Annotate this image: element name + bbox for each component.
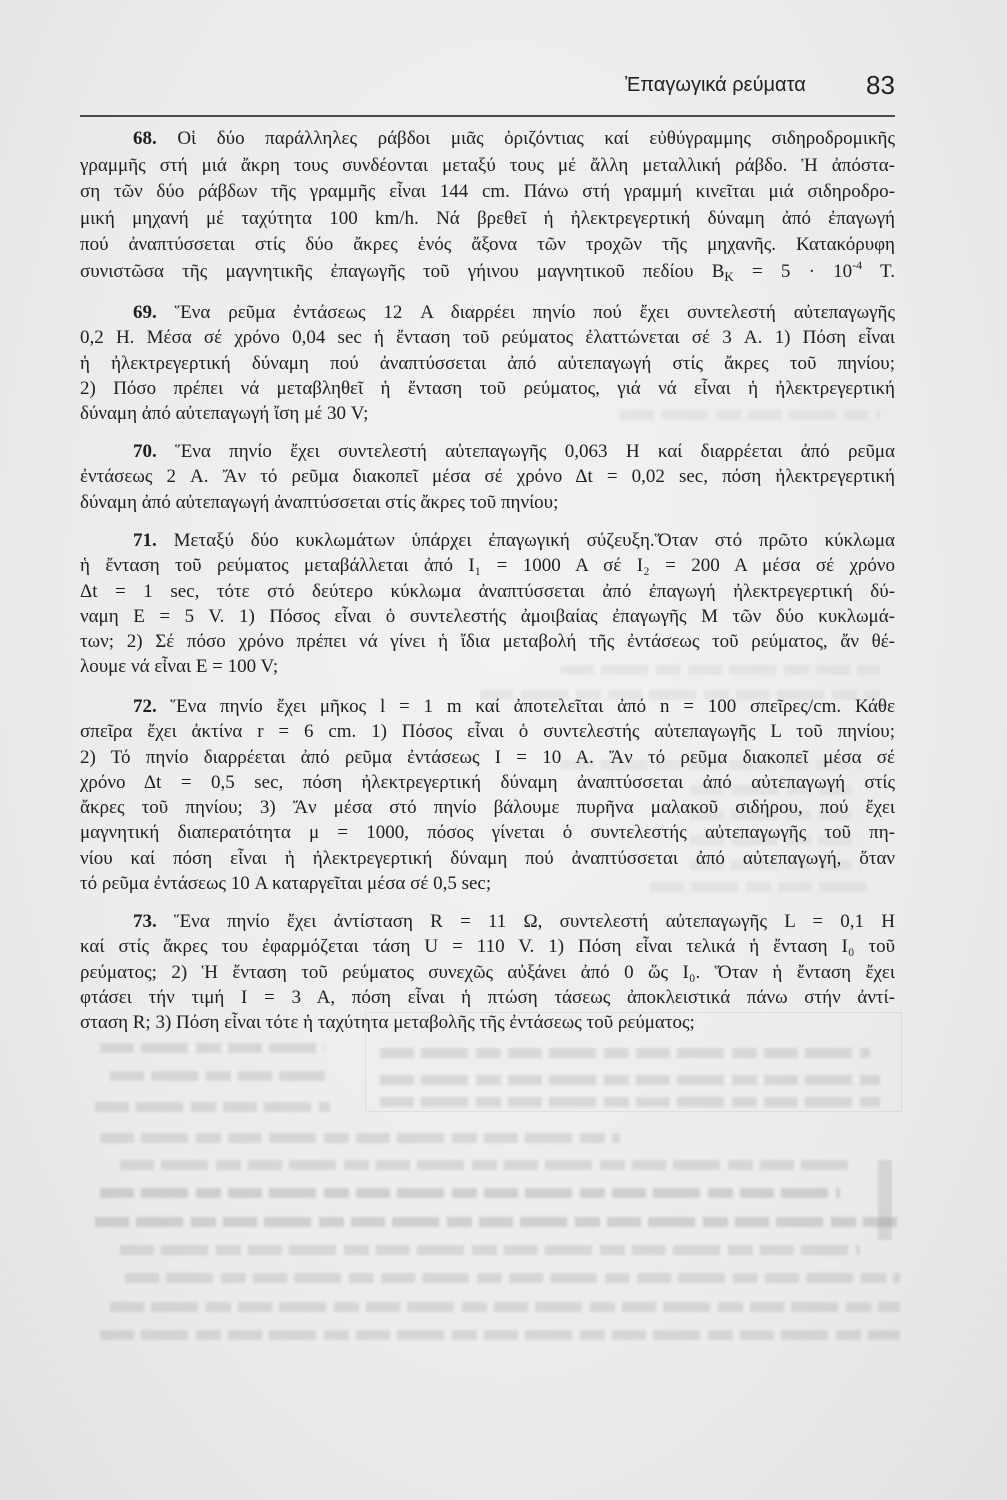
text-line: μαγνητική διαπερατότητα μ = 1000, πόσος γίνεται ὁ συντελεστής αὐτεπαγωγῆς τοῦ πη- xyxy=(80,822,895,844)
text-line: γραμμῆς στή μιά ἄκρη τους συνδέονται μεταξύ τους μέ ἄλλη μεταλλική ράβδο. Ἡ ἀπόστα- xyxy=(80,154,895,176)
problem-number: 72. xyxy=(133,696,157,717)
bleed-through-mark xyxy=(95,1217,900,1227)
text-line: ναμη E = 5 V. 1) Πόσος εἶναι ὁ συντελεστής ἀμοιβαίας ἐπαγωγῆς M τῶν δύο κυκλωμά- xyxy=(80,605,895,627)
line-text: Ἕνα πηνίο ἔχει συντελεστή αὐτεπαγωγῆς 0,063 H καί διαρρέεται ἀπό ρεῦμα xyxy=(175,441,896,462)
text-line: χρόνο Δt = 0,5 sec, πόση ἠλεκτρεγερτική δύναμη ἀναπτύσσεται ἀπό αὐτεπαγωγή στίς xyxy=(80,771,895,793)
line-text: = 5 · 10 xyxy=(733,260,853,282)
line-text: Οἱ δύο παράλληλες ράβδοι μιᾶς ὁριζόντιας καί εὐθύγραμμης σιδηροδρομικῆς xyxy=(177,128,895,149)
line-text: Μεταξύ δύο κυκλωμάτων ὑπάρχει ἐπαγωγική σύζευξη.Ὅταν στό πρῶτο κύκλωμα xyxy=(173,530,895,551)
bleed-through-mark xyxy=(380,1075,880,1085)
bleed-through-mark xyxy=(110,1071,325,1081)
problem-number: 69. xyxy=(133,302,157,323)
text-line: καί στίς ἄκρες του ἐφαρμόζεται τάση U = 110 V. 1) Πόση εἶναι τελικά ἡ ἔνταση I₀ τοῦ xyxy=(80,936,895,958)
text-line xyxy=(133,439,895,464)
bleed-through-mark xyxy=(100,1043,325,1053)
text-line: 2) Τό πηνίο διαρρέεται ἀπό ρεῦμα ἐντάσεως I = 10 A. Ἄν τό ρεῦμα διακοπεῖ μέσα σέ xyxy=(80,746,895,768)
bleed-through-mark xyxy=(95,1102,330,1112)
superscript: -4 xyxy=(852,257,863,272)
problem-number: 68. xyxy=(133,128,157,149)
text-line: μική μηχανή μέ ταχύτητα 100 km/h. Νά βρεθεῖ ἡ ἠλεκτρεγερτική δύναμη ἀπό ἐπαγωγή xyxy=(80,207,895,229)
text-line: Δt = 1 sec, τότε στό δεύτερο κύκλωμα ἀναπτύσσεται ἀπό ἐπαγωγή ἠλεκτρεγερτική δύ- xyxy=(80,580,895,602)
line-text: συνιστῶσα τῆς μαγνητικῆς ἐπαγωγῆς τοῦ γήινου μαγνητικοῦ πεδίου B xyxy=(80,260,725,282)
text-line: λουμε νά εἶναι E = 100 V; xyxy=(80,656,279,678)
line-text: T. xyxy=(862,260,895,282)
bleed-through-mark xyxy=(100,1133,620,1143)
page-number: 83 xyxy=(866,70,895,100)
text-line: δύναμη ἀπό αὐτεπαγωγή ἀναπτύσσεται στίς ἄκρες τοῦ πηνίου; xyxy=(80,491,559,513)
subscript: K xyxy=(724,268,734,284)
text-line: δύναμη ἀπό αὐτεπαγωγή ἴση μέ 30 V; xyxy=(80,403,369,425)
problem-number: 73. xyxy=(133,911,157,932)
text-line: των; 2) Σέ πόσο χρόνο πρέπει νά γίνει ἡ ἴδια μεταβολή τῆς ἐντάσεως τοῦ ρεύματος, ἄν θέ- xyxy=(80,631,895,653)
text-line xyxy=(133,126,895,153)
problem-73 xyxy=(80,909,895,1035)
text-line: ρεύματος; 2) Ἡ ἔνταση τοῦ ρεύματος συνεχῶς αὐξάνει ἀπό 0 ὥς I₀. Ὅταν ἡ ἔνταση ἔχει xyxy=(80,961,895,983)
bleed-through-mark xyxy=(100,1330,900,1340)
problem-number: 70. xyxy=(133,441,157,462)
text-line xyxy=(80,259,895,286)
bleed-through-mark xyxy=(125,1273,900,1283)
text-line xyxy=(133,909,895,934)
problem-68 xyxy=(80,126,895,285)
line-text: Ἕνα πηνίο ἔχει ἀντίσταση R = 11 Ω, συντελεστή αὐτεπαγωγῆς L = 0,1 H xyxy=(173,911,896,932)
bleed-through-mark xyxy=(380,1048,870,1058)
bleed-through-mark xyxy=(120,1245,860,1255)
bleed-through-mark xyxy=(100,1188,840,1198)
bleed-through-mark xyxy=(878,1160,892,1240)
text-line xyxy=(133,300,895,325)
bleed-through-mark xyxy=(380,1097,880,1107)
problem-72 xyxy=(80,694,895,896)
text-line: 2) Πόσο πρέπει νά μεταβληθεῖ ἡ ἔνταση τοῦ ρεύματος, γιά νά εἶναι ἡ ἠλεκτρεγερτική xyxy=(80,377,895,399)
running-header-title: Ἐπαγωγικά ρεύματα xyxy=(625,74,806,96)
problem-69 xyxy=(80,300,895,426)
text-line: σταση R; 3) Πόση εἶναι τότε ἡ ταχύτητα μεταβολῆς τῆς ἐντάσεως τοῦ ρεύματος; xyxy=(80,1012,695,1034)
text-line: ἄκρες τοῦ πηνίου; 3) Ἄν μέσα στό πηνίο βάλουμε πυρῆνα μαλακοῦ σιδήρου, πού ἔχει xyxy=(80,797,895,819)
line-text: Ἕνα ρεῦμα ἐντάσεως 12 A διαρρέει πηνίο πού ἔχει συντελεστή αὐτεπαγωγῆς xyxy=(174,302,896,323)
text-line xyxy=(133,694,895,719)
bleed-through-mark xyxy=(120,1160,850,1170)
line-text: Ἕνα πηνίο ἔχει μῆκος l = 1 m καί ἀποτελεῖται ἀπό n = 100 σπεῖρες/cm. Κάθε xyxy=(170,696,896,717)
header-rule xyxy=(80,115,895,117)
text-line xyxy=(133,528,895,553)
text-line: πού ἀναπτύσσεται στίς δύο ἄκρες ἑνός ἄξονα τῶν τροχῶν τῆς μηχανῆς. Κατακόρυφη xyxy=(80,234,895,255)
text-line: ἐντάσεως 2 A. Ἄν τό ρεῦμα διακοπεῖ μέσα σέ χρόνο Δt = 0,02 sec, πόση ἠλεκτρεγερτική xyxy=(80,466,895,488)
problem-number: 71. xyxy=(133,530,157,551)
text-line: τό ρεῦμα ἐντάσεως 10 A καταργεῖται μέσα σέ 0,5 sec; xyxy=(80,873,492,895)
text-line: ἡ ἠλεκτρεγερτική δύναμη πού ἀναπτύσσεται ἀπό αὐτεπαγωγή στίς ἄκρες τοῦ πηνίου; xyxy=(80,352,895,374)
text-line: νίου καί πόση εἶναι ἡ ἠλεκτρεγερτική δύναμη πού ἀναπτύσσεται ἀπό αὐτεπαγωγή, ὅταν xyxy=(80,847,895,869)
text-line: ση τῶν δύο ράβδων τῆς γραμμῆς εἶναι 144 cm. Πάνω στή γραμμή κινεῖται μιά σιδηροδρο- xyxy=(80,181,895,202)
text-line: σπεῖρα ἔχει ἀκτίνα r = 6 cm. 1) Πόσος εἶναι ὁ συντελεστής αὐτεπαγωγῆς L τοῦ πηνίου; xyxy=(80,721,895,743)
bleed-through-mark xyxy=(110,1302,900,1312)
text-line: 0,2 H. Μέσα σέ χρόνο 0,04 sec ἡ ἔνταση τοῦ ρεύματος ἐλαττώνεται σέ 3 A. 1) Πόση εἶναι xyxy=(80,327,895,349)
problem-70 xyxy=(80,439,895,515)
text-line: φτάσει τήν τιμή I = 3 A, πόση εἶναι ἡ πτώση τάσεως ἀποκλειστικά πάνω στήν ἀντί- xyxy=(80,986,895,1008)
text-line: ἡ ἔνταση τοῦ ρεύματος μεταβάλλεται ἀπό I₁ = 1000 A σέ I₂ = 200 A μέσα σέ χρόνο xyxy=(80,555,895,577)
problem-71 xyxy=(80,528,895,680)
